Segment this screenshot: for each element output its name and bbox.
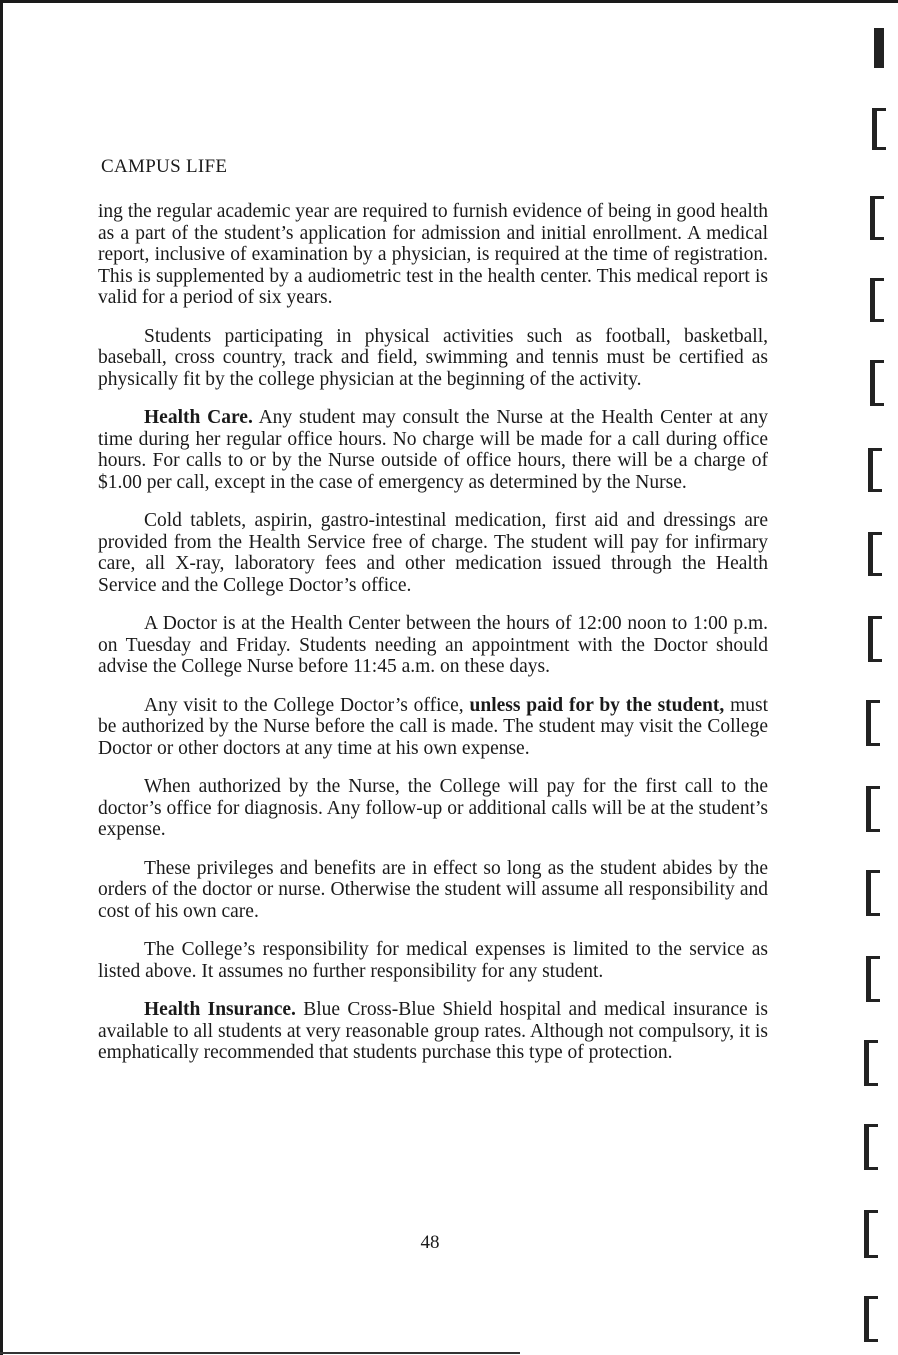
top-edge-rule: [0, 0, 898, 3]
health-insurance-text: Blue Cross-Blue Shield hospital and medical insurance is available to all students at very reasonable group rates. Although not compulsory, it is emphatically recommended that students purchase this type of protection.: [98, 999, 768, 1063]
left-edge-rule: [0, 0, 3, 1355]
paragraph-responsibility: The College’s responsibility for medical expenses is limited to the service as listed above. It assumes no further responsibility for any student.: [98, 939, 768, 982]
body-text: [98, 201, 768, 1081]
binding-tab-mark: [870, 278, 884, 322]
paragraph-medication: Cold tablets, aspirin, gastro-intestinal medication, first aid and dressings are provided from the Health Service free of charge. The student will pay for infirmary care, all X-ray, laboratory fees and other medication issued through the Health Service and the College Doctor’s office.: [98, 510, 768, 596]
paragraph-health-insurance: [98, 999, 768, 1064]
paragraph-physical-activities: Students participating in physical activities such as football, basketball, baseball, cross country, track and field, swimming and tennis must be certified as physically fit by the college physician at the beginning of the activity.: [98, 325, 768, 390]
paragraph-doctor-visit: [98, 695, 768, 760]
binding-tab-mark: [874, 28, 884, 68]
bottom-edge-rule: [0, 1352, 520, 1354]
binding-tab-mark: [866, 700, 880, 746]
health-insurance-heading: Health Insurance.: [144, 999, 296, 1020]
doctor-visit-post: must be authorized by the Nurse before the call is made. The student may visit the College Doctor or other doctors at any time at his own expense.: [98, 694, 768, 759]
binding-tab-mark: [868, 532, 882, 576]
paragraph-health-care: [98, 407, 768, 493]
binding-tab-mark: [864, 1296, 878, 1342]
paragraph-privileges: These privileges and benefits are in effect so long as the student abides by the orders of the doctor or nurse. Otherwise the student will assume all responsibility and cost of his own care.: [98, 857, 768, 922]
running-header: CAMPUS LIFE: [101, 156, 228, 177]
binding-tab-mark: [868, 616, 882, 662]
binding-tab-mark: [864, 1210, 878, 1258]
binding-tab-mark: [866, 956, 880, 1002]
paragraph-health-evidence: ing the regular academic year are required to furnish evidence of being in good health as a part of the student’s application for admission and initial enrollment. A medical report, inclusive of examination by a physician, is required at the time of registration. This is supplemented by a audiometric test in the health center. This medical report is valid for a period of six years.: [98, 201, 768, 308]
doctor-visit-pre: Any visit to the College Doctor’s office,: [144, 694, 470, 716]
binding-tab-mark: [868, 448, 882, 492]
page-number: 48: [420, 1232, 440, 1253]
doctor-visit-bold: unless paid for by the student,: [469, 694, 725, 716]
health-care-text: Any student may consult the Nurse at the Health Center at any time during her regular office hours. No charge will be made for a call during office hours. For calls to or by the Nurse outside of office hours, there will be a charge of $1.00 per call, except in the case of emergency as determined by the Nurse.: [98, 407, 768, 493]
binding-tab-mark: [872, 108, 886, 150]
health-care-heading: Health Care.: [144, 407, 253, 428]
paragraph-authorized-call: When authorized by the Nurse, the College will pay for the first call to the doctor’s office for diagnosis. Any follow-up or additional calls will be at the student’s expense.: [98, 776, 768, 840]
binding-tab-mark: [866, 786, 880, 832]
binding-tab-mark: [864, 1124, 878, 1170]
binding-tab-mark: [870, 196, 884, 240]
binding-tab-mark: [866, 870, 880, 916]
paragraph-doctor-hours: A Doctor is at the Health Center between the hours of 12:00 noon to 1:00 p.m. on Tuesday and Friday. Students needing an appointment with the Doctor should advise the College Nurse before 11:45 a.m. on these days.: [98, 613, 768, 677]
binding-tab-mark: [870, 360, 884, 406]
binding-tab-mark: [864, 1040, 878, 1086]
